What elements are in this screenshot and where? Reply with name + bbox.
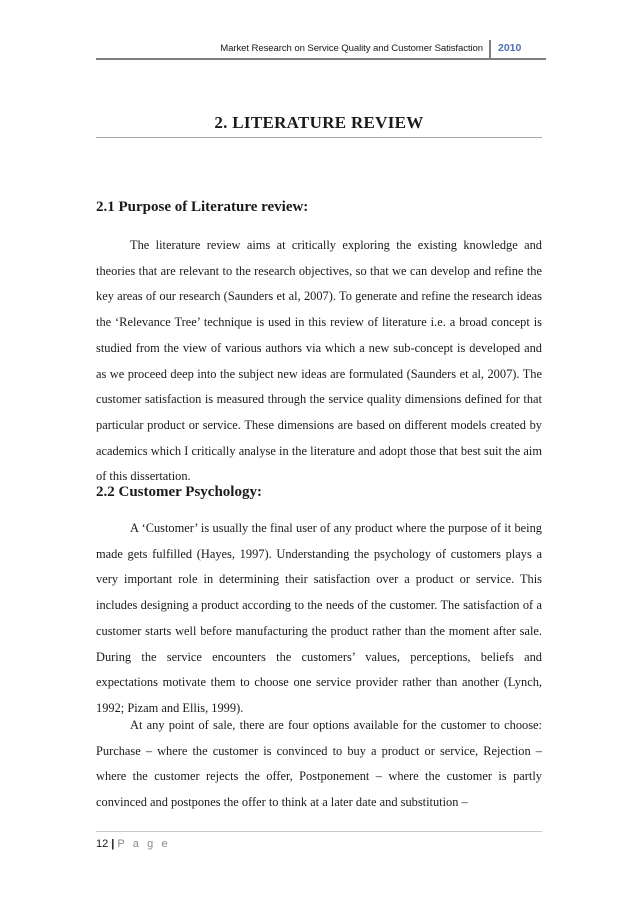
chapter-title-rule [96, 137, 542, 138]
header-title: Market Research on Service Quality and Customer Satisfaction [220, 43, 483, 54]
paragraph-purpose: The literature review aims at critically exploring the existing knowledge and theories that are relevant to the research objectives, so that we can develop and refine the key areas of our research (Saunders et al, 2007). To generate and refine the research ideas the ‘Relevance Tree’ technique is used in this review of literature i.e. a broad concept is studied from the view of various authors via which a new sub-concept is developed and as we proceed deep into the subject new ideas are formulated (Saunders et al, 2007). The customer satisfaction is measured through the service quality dimensions defined for that particular product or service. These dimensions are based on different models created by academics which I critically analyse in the literature and adopt those that best suit the aim of this dissertation. [96, 238, 542, 484]
page-footer [96, 838, 170, 850]
header-separator [489, 40, 491, 60]
footer-rule [96, 831, 542, 832]
paragraph-customer-psychology-2: At any point of sale, there are four options available for the customer to choose: Purchase – where the customer is convinced to buy a product or service, Rejection – where the customer rejects the offer, Postponement – where the customer is partly convinced and postpones the offer to think at a later date and substitution – [96, 718, 542, 810]
header-year: 2010 [498, 42, 522, 54]
running-header [0, 40, 546, 58]
chapter-title: 2. LITERATURE REVIEW [214, 113, 424, 132]
header-rule [96, 58, 546, 60]
page-number: 12 [96, 838, 109, 850]
footer-separator: | [111, 838, 115, 850]
section-heading-purpose: 2.1 Purpose of Literature review: [96, 199, 309, 215]
page-label: P a g e [117, 838, 171, 850]
paragraph-customer-psychology-1: A ‘Customer’ is usually the final user of any product where the purpose of it being made gets fulfilled (Hayes, 1997). Understanding the psychology of customers plays a very important role in determining their satisfaction over a product or service. This includes designing a product according to the needs of the customer. The satisfaction of a customer starts well before manufacturing the product rather than the moment after sale. During the service encounters the customers’ values, perceptions, beliefs and expectations motivate them to choose one service provider rather than another (Lynch, 1992; Pizam and Ellis, 1999). [96, 521, 542, 715]
section-heading-customer-psychology: 2.2 Customer Psychology: [96, 484, 262, 500]
